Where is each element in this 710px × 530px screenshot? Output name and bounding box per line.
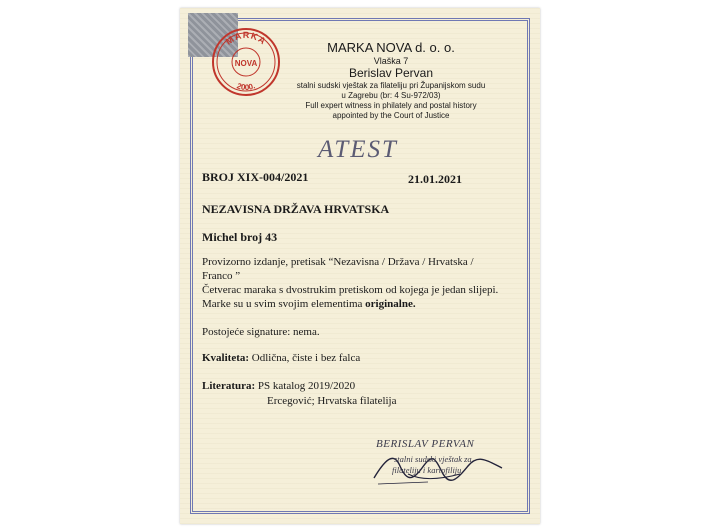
expert-description xyxy=(296,81,486,121)
country-heading: NEZAVISNA DRŽAVA HRVATSKA xyxy=(202,202,390,216)
company-name: MARKA NOVA d. o. o. xyxy=(327,40,455,55)
reference-number: BROJ XIX-004/2021 xyxy=(202,170,309,184)
signature-stamp-line: filateliju i kartofiliju xyxy=(392,465,462,475)
signature-stamp-name: BERISLAV PERVAN xyxy=(376,438,475,450)
expert-desc-line: stalni sudski vještak za filateliju pri Županijskom sudu xyxy=(296,81,486,90)
certificate-paper xyxy=(180,8,540,524)
seal-text-bottom: 2000. xyxy=(235,81,257,93)
description-emphasis: originalne. xyxy=(365,298,416,310)
svg-text:2000. xyxy=(236,81,257,92)
company-street: Vlaška 7 xyxy=(373,56,409,66)
description-line: Franco ” xyxy=(202,270,241,282)
description-text: Marke su u svim svojim elementima xyxy=(202,298,363,310)
description-line: Četverac maraka s dvostrukim pretiskom od kojega je jedan slijepi. xyxy=(202,284,499,296)
quality-row xyxy=(202,352,360,364)
literature-value: Ercegović; Hrvatska filatelija xyxy=(267,395,397,407)
marka-nova-seal xyxy=(210,26,282,98)
description-line xyxy=(202,298,416,310)
literature-value: PS katalog 2019/2020 xyxy=(257,380,356,392)
certificate-date: 21.01.2021 xyxy=(408,172,462,186)
description-line: Provizorno izdanje, pretisak “Nezavisna / Država / Hrvatska / xyxy=(202,256,474,268)
expert-name: Berislav Pervan xyxy=(348,66,434,80)
quality-value: Odlična, čiste i bez falca xyxy=(251,352,361,364)
certificate-title: ATEST xyxy=(318,136,398,163)
literature-row xyxy=(202,380,355,392)
michel-number: Michel broj 43 xyxy=(202,230,278,244)
signature-stamp-line: stalni sudski vještak za xyxy=(394,454,472,464)
expert-desc-line: appointed by the Court of Justice xyxy=(332,111,450,120)
quality-label: Kvaliteta: xyxy=(202,352,250,364)
seal-text-top: MARKA xyxy=(223,29,269,47)
existing-signatures: Postojeće signature: nema. xyxy=(202,326,320,338)
seal-text-left: NOVA xyxy=(234,59,258,68)
literature-label: Literatura: xyxy=(202,380,256,392)
expert-desc-line: u Zagrebu (br: 4 Su-972/03) xyxy=(341,91,441,100)
expert-desc-line: Full expert witness in philately and postal history xyxy=(305,101,477,110)
